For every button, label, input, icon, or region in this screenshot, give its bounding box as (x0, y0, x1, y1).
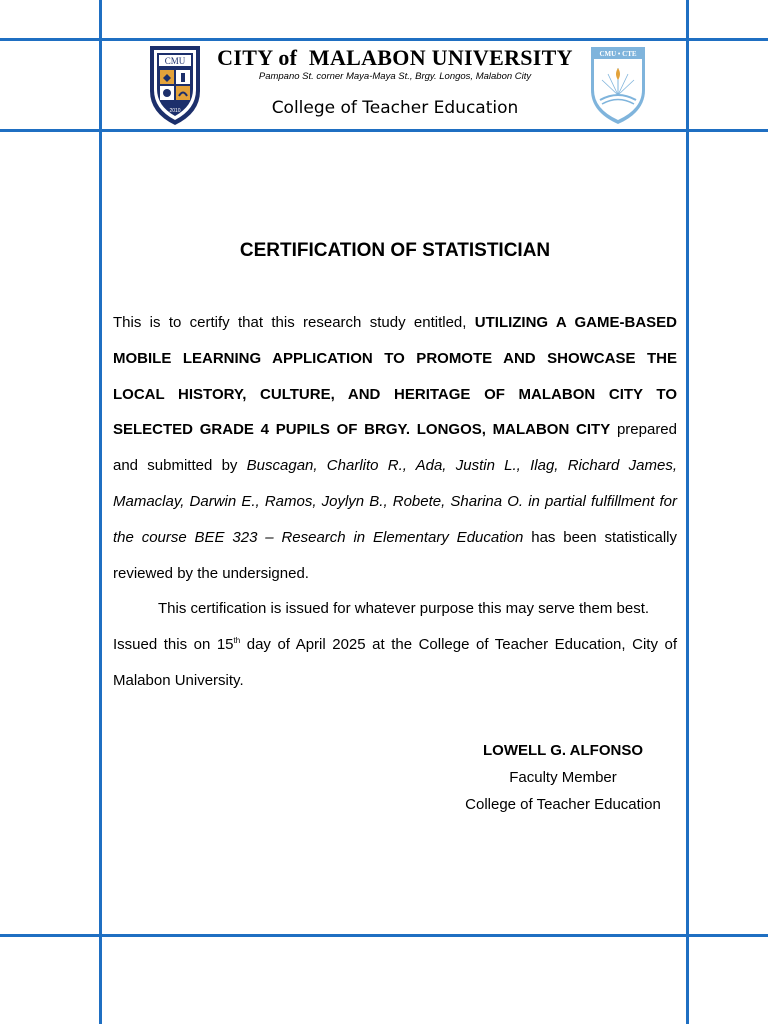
signatory-position: Faculty Member (509, 769, 617, 786)
study-title: UTILIZING A GAME-BASED MOBILE LEARNING APPLICATION TO PROMOTE AND SHOWCASE THE LOCAL HISTORY, CULTURE, AND HERITAGE OF MALABON CITY TO SELECTED GRADE 4 PUPILS OF BRGY. LONGOS, MALABON CITY (113, 314, 677, 439)
signatory-department: College of Teacher Education (465, 796, 661, 813)
authors-and-course: Buscagan, Charlito R., Ada, Justin L., Ilag, Richard James, Mamaclay, Darwin E., Ramos, Joylyn B., Robete, Sharina O. in partial fulfillment for the course BEE 323 – Research in Elementary Education (113, 457, 677, 546)
university-name: CITY of MALABON UNIVERSITY (217, 45, 573, 70)
college-name: College of Teacher Education (271, 98, 519, 118)
cmu-cte-logo (588, 44, 648, 126)
svg-text:CMU: CMU (164, 56, 186, 66)
right-border-line (686, 0, 689, 1024)
issued-paragraph: Issued this on 15th day of April 2025 at the College of Teacher Education, City of Malabon University. (113, 636, 677, 689)
letterhead (103, 41, 687, 130)
purpose-paragraph: This certification is issued for whatever purpose this may serve them best. (158, 600, 650, 618)
university-address: Pampano St. corner Maya-Maya St., Brgy. Longos, Malabon City (258, 71, 532, 82)
left-border-line (99, 0, 102, 1024)
svg-text:2010: 2010 (169, 108, 181, 114)
certification-body (113, 305, 677, 699)
footer-line (0, 934, 768, 937)
certification-paragraph: This is to certify that this research study entitled, UTILIZING A GAME-BASED MOBILE LEARNING APPLICATION TO PROMOTE AND SHOWCASE THE LOCAL HISTORY, CULTURE, AND HERITAGE OF MALABON CITY TO SELECTED GRADE 4 PUPILS OF BRGY. LONGOS, MALABON CITY prepared and submitted by Buscagan, Charlito R., Ada, Justin L., Ilag, Richard James, Mamaclay, Darwin E., Ramos, Joylyn B., Robete, Sharina O. in partial fulfillment for the course BEE 323 – Research in Elementary Education has been statistically reviewed by the undersigned. (113, 314, 677, 582)
svg-text:CMU • CTE: CMU • CTE (599, 50, 637, 58)
document-title: CERTIFICATION OF STATISTICIAN (239, 240, 551, 261)
signatory-name: LOWELL G. ALFONSO (483, 742, 643, 759)
